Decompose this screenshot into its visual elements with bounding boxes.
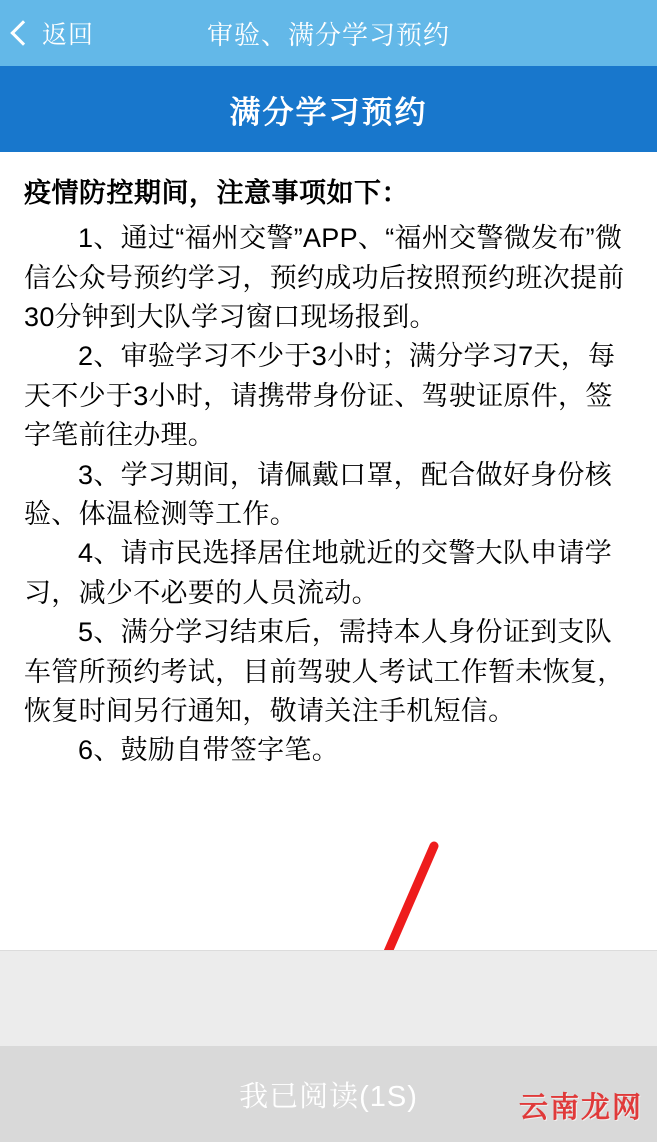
chevron-left-icon xyxy=(10,20,35,45)
navigation-title: 审验、满分学习预约 xyxy=(206,19,450,50)
top-navigation-bar xyxy=(0,0,657,66)
notice-paragraph-3: 3、学习期间，请佩戴口罩，配合做好身份核验、体温检测等工作。 xyxy=(24,459,613,529)
notice-paragraph-5: 5、满分学习结束后，需持本人身份证到支队车管所预约考试，目前驾驶人考试工作暂未恢复，恢复时间另行通知，敬请关注手机短信。 xyxy=(24,617,625,727)
i-have-read-button-label: 我已阅读(1S) xyxy=(239,1080,418,1113)
watermark: 云南龙网 xyxy=(518,1092,643,1124)
notice-paragraph-4: 4、请市民选择居住地就近的交警大队申请学习，减少不必要的人员流动。 xyxy=(24,538,613,608)
notice-paragraph-1: 1、通过“福州交警”APP、“福州交警微发布”微信公众号预约学习，预约成功后按照预约班次提前30分钟到大队学习窗口现场报到。 xyxy=(24,223,625,332)
page-banner xyxy=(0,66,657,152)
bottom-spacer xyxy=(0,950,657,1047)
page-title: 满分学习预约 xyxy=(229,94,428,130)
notice-paragraph-6: 6、鼓励自带签字笔。 xyxy=(78,735,340,766)
notice-paragraph-2: 2、审验学习不少于3小时；满分学习7天，每天不少于3小时，请携带身份证、驾驶证原件，签字笔前往办理。 xyxy=(24,341,616,451)
notice-heading: 疫情防控期间，注意事项如下： xyxy=(24,178,409,208)
back-button-label: 返回 xyxy=(42,21,95,49)
back-button[interactable] xyxy=(14,15,94,51)
notice-content xyxy=(0,152,657,950)
